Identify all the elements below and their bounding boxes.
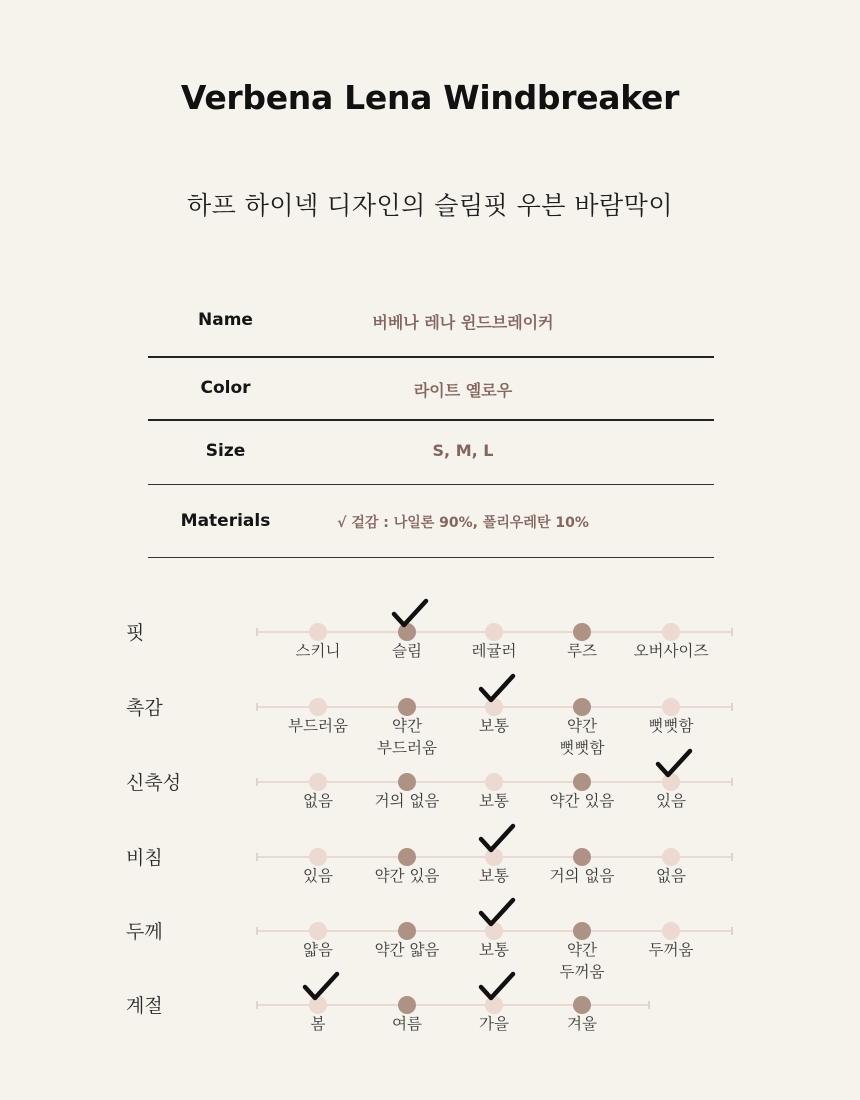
checkmark-icon <box>302 971 340 1003</box>
scale-dot <box>398 848 416 866</box>
scale-dot <box>573 623 591 641</box>
scale-option-label: 약간 있음 <box>374 867 440 885</box>
scale-dot <box>398 996 416 1014</box>
scale-end-tick <box>256 778 258 786</box>
scale-option-label: 가을 <box>479 1015 509 1033</box>
scale-option-label: 거의 없음 <box>549 867 615 885</box>
scale-dot <box>573 698 591 716</box>
scale-dot <box>398 773 416 791</box>
scale-dot <box>662 922 680 940</box>
scale-label: 촉감 <box>126 697 163 719</box>
checkmark-icon <box>478 971 516 1003</box>
scale-dot <box>309 922 327 940</box>
scale-end-tick <box>731 927 733 935</box>
divider <box>148 484 714 485</box>
scale-option-label: 레귤러 <box>471 642 517 660</box>
spec-materials-value: √ 겉감 : 나일론 90%, 폴리우레탄 10% <box>337 515 589 531</box>
scale-end-tick <box>256 628 258 636</box>
scale-label: 두께 <box>126 921 163 943</box>
scale-option-label: 두꺼움 <box>648 941 694 959</box>
scale-label: 계절 <box>126 995 163 1017</box>
scale-dot <box>573 996 591 1014</box>
spec-name-value: 버베나 레나 윈드브레이커 <box>372 313 554 332</box>
checkmark-icon <box>478 673 516 705</box>
scale-option-label: 루즈 <box>567 642 597 660</box>
scale-option-label: 보통 <box>479 941 509 959</box>
scale-option-label: 약간 두꺼움 <box>559 941 605 981</box>
spec-name-label: Name <box>198 310 253 330</box>
scale-option-label: 오버사이즈 <box>633 642 709 660</box>
divider <box>148 419 714 421</box>
scale-option-label: 얇음 <box>303 941 333 959</box>
spec-materials-label: Materials <box>180 511 271 531</box>
scale-dot <box>573 922 591 940</box>
scale-option-label: 보통 <box>479 792 509 810</box>
scale-dot <box>309 623 327 641</box>
scale-option-label: 슬림 <box>392 642 422 660</box>
scale-dot <box>662 623 680 641</box>
scale-option-label: 거의 없음 <box>374 792 440 810</box>
scale-dot <box>485 773 503 791</box>
checkmark-icon <box>478 897 516 929</box>
divider <box>148 557 714 558</box>
checkmark-icon <box>655 748 693 780</box>
scale-end-tick <box>256 1001 258 1009</box>
scale-option-label: 약간 있음 <box>549 792 615 810</box>
scale-option-label: 약간 뻣뻣함 <box>559 717 605 757</box>
scale-label: 비침 <box>126 847 163 869</box>
scale-option-label: 보통 <box>479 867 509 885</box>
scale-dot <box>485 623 503 641</box>
scale-end-tick <box>256 927 258 935</box>
product-title: Verbena Lena Windbreaker <box>180 78 680 117</box>
scale-dot <box>398 922 416 940</box>
scale-option-label: 부드러움 <box>288 717 348 735</box>
divider <box>148 356 714 358</box>
spec-size-value: S, M, L <box>432 441 494 460</box>
scale-label: 신축성 <box>126 772 182 794</box>
scale-dot <box>309 698 327 716</box>
checkmark-icon <box>391 598 429 630</box>
scale-option-label: 약간 부드러움 <box>377 717 437 757</box>
scale-option-label: 있음 <box>656 792 686 810</box>
scale-option-label: 뻣뻣함 <box>648 717 694 735</box>
scale-end-tick <box>731 778 733 786</box>
scale-dot <box>398 698 416 716</box>
scale-dot <box>662 848 680 866</box>
scale-option-label: 없음 <box>303 792 333 810</box>
scale-label: 핏 <box>126 622 145 644</box>
scale-option-label: 없음 <box>656 867 686 885</box>
scale-option-label: 약간 얇음 <box>374 941 440 959</box>
scale-dot <box>309 773 327 791</box>
scale-option-label: 스키니 <box>295 642 341 660</box>
checkmark-icon <box>478 823 516 855</box>
scale-end-tick <box>731 853 733 861</box>
scale-option-label: 보통 <box>479 717 509 735</box>
scale-dot <box>309 848 327 866</box>
spec-size-label: Size <box>205 441 246 461</box>
scale-dot <box>573 848 591 866</box>
scale-option-label: 있음 <box>303 867 333 885</box>
scale-end-tick <box>731 703 733 711</box>
scale-option-label: 봄 <box>310 1015 326 1033</box>
scale-end-tick <box>256 853 258 861</box>
scale-end-tick <box>256 703 258 711</box>
scale-end-tick <box>731 628 733 636</box>
spec-color-label: Color <box>200 378 251 398</box>
scale-dot <box>573 773 591 791</box>
scale-option-label: 여름 <box>392 1015 422 1033</box>
scale-option-label: 겨울 <box>567 1015 597 1033</box>
spec-color-value: 라이트 옐로우 <box>413 381 513 400</box>
scale-dot <box>662 698 680 716</box>
product-subtitle: 하프 하이넥 디자인의 슬림핏 우븐 바람막이 <box>187 191 673 220</box>
scale-end-tick <box>648 1001 650 1009</box>
